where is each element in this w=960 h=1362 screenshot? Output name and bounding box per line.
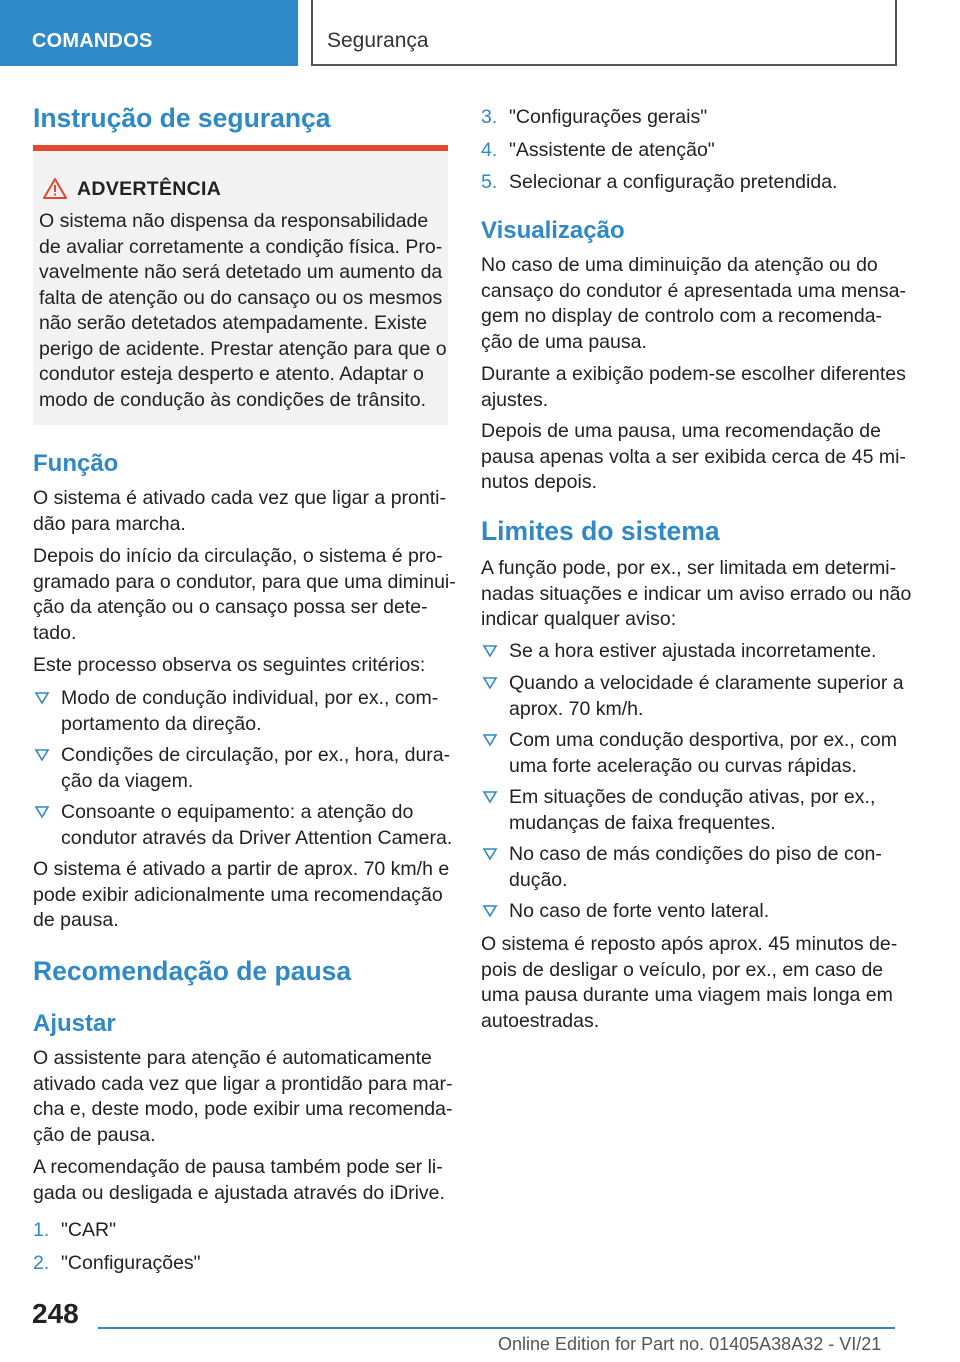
adjust-paragraph-2: A recomendação de pausa também pode ser li- gada ou desligada e ajustada através do iDrive. (33, 1156, 445, 1204)
display-paragraph-2: Durante a exibição podem-se escolher diferentes ajustes. (481, 363, 906, 411)
subsection-header (311, 0, 897, 66)
display-heading: Visualização (481, 217, 625, 244)
function-paragraph-1: O sistema é ativado cada vez que ligar a pronti- dão para marcha. (33, 487, 446, 535)
warning-text: O sistema não dispensa da responsabilidade de avaliar corretamente a condição física. Pro- vavelmente não será detetado um aumento da falta de atenção ou do cansaço ou os mesmos não serão detetados atempadamente. Existe perigo de acidente. Prestar atenção para que o condutor esteja desperto e atento. Adaptar o modo de condução às condições de trânsito. (39, 210, 447, 411)
display-paragraph-1: No caso de uma diminuição da atenção ou do cansaço do condutor é apresentada uma mensa- gem no display de controlo com a recomenda- ção de uma pausa. (481, 254, 906, 353)
function-heading: Função (33, 450, 119, 477)
section-tab (0, 0, 298, 66)
triangle-bullet-icon (34, 691, 50, 705)
triangle-bullet-icon (482, 676, 498, 690)
limits-paragraph-2: O sistema é reposto após aprox. 45 minutos de- pois de desligar o veículo, por ex., em caso de uma pausa durante uma viagem mais longa em autoestradas. (481, 933, 898, 1032)
section-label: COMANDOS (32, 30, 153, 52)
function-paragraph-4: O sistema é ativado a partir de aprox. 70 km/h e pode exibir adicionalmente uma recomendação de pausa. (33, 858, 450, 931)
adjust-subheading: Ajustar (33, 1010, 116, 1037)
break-recommendation-heading: Recomendação de pausa (33, 956, 352, 986)
function-paragraph-2: Depois do início da circulação, o sistema é pro- gramado para o condutor, para que uma diminui- ção da atenção ou o cansaço possa ser dete- tado. (33, 545, 456, 644)
edition-footer: Online Edition for Part no. 01405A38A32 - VI/21 (498, 1334, 882, 1354)
limits-paragraph-1: A função pode, por ex., ser limitada em determi- nadas situações e indicar um aviso errado ou não indicar qualquer aviso: (481, 557, 912, 630)
warning-triangle-icon (43, 178, 67, 199)
adjust-paragraph-1: O assistente para atenção é automaticamente ativado cada vez que ligar a prontidão para mar- cha e, deste modo, pode exibir uma recomenda- ção de pausa. (33, 1047, 453, 1146)
safety-heading: Instrução de segurança (33, 103, 331, 133)
display-paragraph-3: Depois de uma pausa, uma recomendação de pausa apenas volta a ser exibida cerca de 45 mi- nutos depois. (481, 420, 906, 493)
triangle-bullet-icon (482, 847, 498, 861)
warning-box (33, 145, 448, 425)
triangle-bullet-icon (482, 904, 498, 918)
triangle-bullet-icon (34, 748, 50, 762)
triangle-bullet-icon (34, 805, 50, 819)
triangle-bullet-icon (482, 733, 498, 747)
warning-title: ADVERTÊNCIA (77, 178, 222, 200)
system-limits-heading: Limites do sistema (481, 516, 720, 546)
function-paragraph-3: Este processo observa os seguintes critérios: (33, 654, 426, 676)
triangle-bullet-icon (482, 790, 498, 804)
subsection-label: Segurança (327, 29, 429, 52)
page-number: 248 (32, 1298, 79, 1329)
triangle-bullet-icon (482, 644, 498, 658)
footer-rule (98, 1327, 895, 1329)
